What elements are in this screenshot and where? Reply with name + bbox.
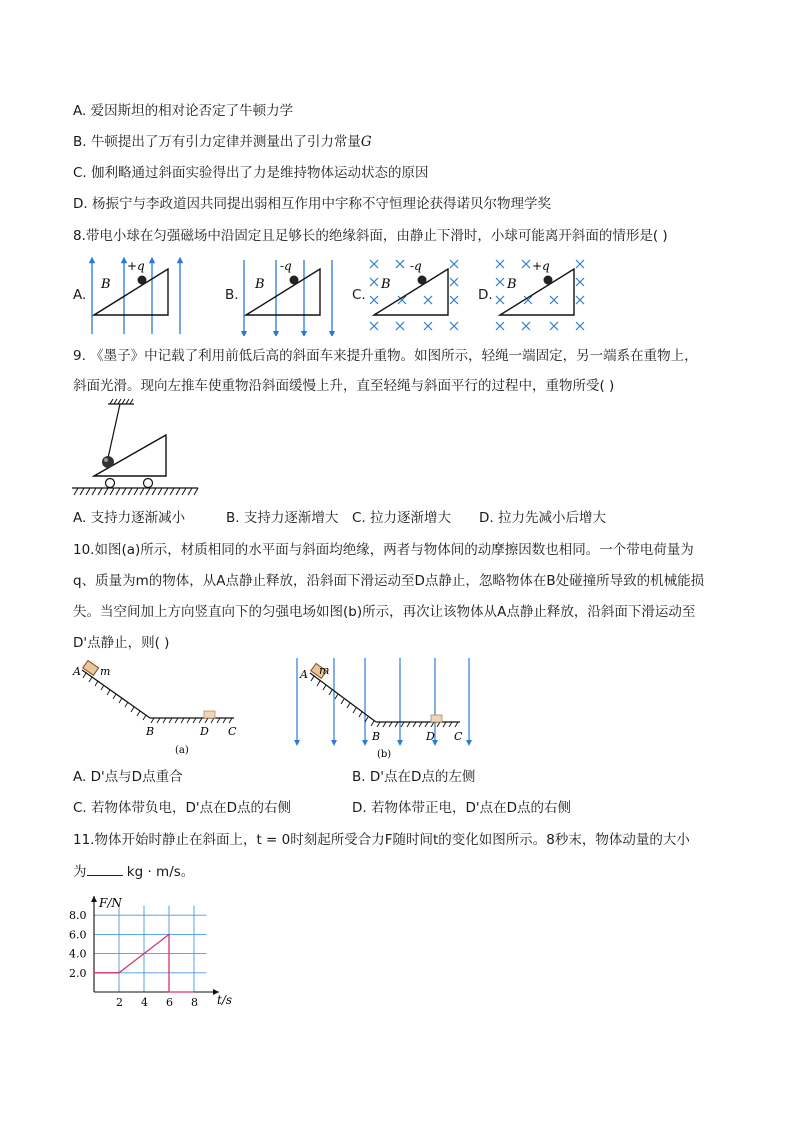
q8-figure-d [492,256,592,336]
q10-option-c: C. 若物体带负电，D'点在D点的右侧 [73,800,292,816]
q9-option-b: B. 支持力逐渐增大 [226,510,339,526]
q8-option-b-letter: B. [225,287,239,303]
x-tick-label: 4 [141,996,148,1009]
q8-c-field-label: B [381,277,391,292]
q10-a-label-m: m [100,665,111,678]
q9-option-d: D. 拉力先减小后增大 [479,510,606,526]
q7-option-c: C. 伽利略通过斜面实验得出了力是维持物体运动状态的原因 [73,165,429,181]
q8-a-charge-label: +q [127,259,145,273]
q10-a-caption: (a) [175,745,189,756]
q8-option-a-letter: A. [73,287,87,303]
q8-b-charge-label: -q [280,259,292,273]
q7-option-d: D. 杨振宁与李政道因共同提出弱相互作用中宇称不守恒理论获得诺贝尔物理学奖 [73,196,551,212]
q11-stem-line-2 [73,861,194,882]
q8-figure-c [366,256,466,336]
q8-a-field-label: B [101,277,111,292]
q10-option-b: B. D'点在D点的左侧 [352,769,476,785]
q7-option-b-text: B. 牛顿提出了万有引力定律并测量出了引力常量 [73,134,361,150]
q10-stem-line-4: D'点静止，则( ) [73,635,170,651]
chart-xlabel: t/s [217,993,233,1007]
q9-figure-incline-cart [72,398,202,498]
q10-stem-line-2: q、质量为m的物体，从A点静止释放，沿斜面下滑运动至D点静止，忽略物体在B处碰撞所导致的机械能损 [73,573,705,589]
y-axis-arrow [91,896,97,902]
q8-option-c-letter: C. [352,287,366,303]
q10-b-label-a: A [300,668,308,681]
q11-stem-prefix: 为 [73,864,87,880]
y-tick-label: 8.0 [69,909,87,923]
q10-a-label-a: A [73,665,81,678]
q10-a-label-b: B [146,725,155,738]
q11-force-time-chart [68,884,258,1009]
q10-a-label-d: D [200,725,209,738]
q10-figure-a [72,660,247,760]
q7-option-b [73,132,372,152]
q10-b-label-c: C [454,730,463,743]
q10-b-caption: (b) [377,749,392,760]
q9-option-c: C. 拉力逐渐增大 [352,510,452,526]
x-tick-label: 8 [191,996,198,1009]
q10-option-a: A. D'点与D点重合 [73,769,183,785]
q8-d-charge-label: +q [532,259,550,273]
q9-stem-line-1: 9. 《墨子》中记载了利用前低后高的斜面车来提升重物。如图所示，轻绳一端固定，另一端系在重物上， [73,348,698,364]
q10-option-d: D. 若物体带正电，D'点在D点的右侧 [352,800,571,816]
q10-stem-line-1: 10.如图(a)所示，材质相同的水平面与斜面均绝缘，两者与物体间的动摩擦因数也相同。一个带电荷量为 [73,542,694,558]
q10-stem-line-3: 失。当空间加上方向竖直向下的匀强电场如图(b)所示，再次让该物体从A点静止释放，沿斜面下滑运动至 [73,604,696,620]
q11-unit: kg · m/s。 [126,864,195,880]
q8-stem: 8.带电小球在匀强磁场中沿固定且足够长的绝缘斜面，由静止下滑时，小球可能离开斜面的情形是( ) [73,228,668,244]
y-tick-label: 4.0 [69,947,87,961]
q8-d-field-label: B [507,277,517,292]
q8-figure-a [86,256,196,336]
q10-figure-b [292,655,482,765]
y-tick-label: 6.0 [69,928,87,942]
y-tick-label: 2.0 [69,966,87,980]
x-tick-label: 2 [116,996,123,1009]
q8-figure-b [238,256,348,336]
q7-option-a: A. 爱因斯坦的相对论否定了牛顿力学 [73,103,294,119]
q9-stem-line-2: 斜面光滑。现向左推车使重物沿斜面缓慢上升，直至轻绳与斜面平行的过程中，重物所受( ) [73,378,615,394]
q10-b-label-d: D [426,730,435,743]
q8-c-charge-label: -q [410,259,422,273]
q11-stem-line-1: 11.物体开始时静止在斜面上，t = 0时刻起所受合力F随时间t的变化如图所示。8秒末，物体动量的大小 [73,832,690,848]
chart-ticks [69,909,198,1009]
q7-var-g: G [360,134,372,150]
q8-b-field-label: B [255,277,265,292]
q10-b-label-m: m [319,664,330,677]
q8-option-d-letter: D. [478,287,493,303]
q11-answer-blank[interactable] [87,861,123,876]
q9-option-a: A. 支持力逐渐减小 [73,510,186,526]
q10-a-label-c: C [228,725,237,738]
x-tick-label: 6 [166,996,173,1009]
chart-ylabel: F/N [99,896,122,910]
q10-b-label-b: B [372,730,381,743]
